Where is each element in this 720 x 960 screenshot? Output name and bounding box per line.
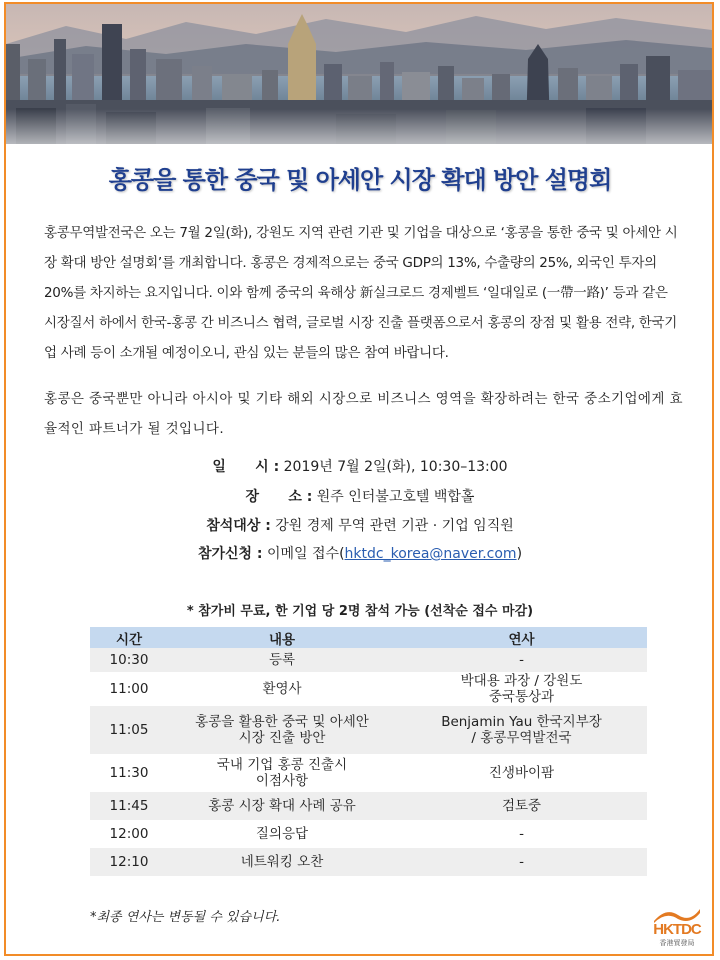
table-row [90,706,647,754]
apply-value: 이메일 접수 [266,546,340,562]
intro-paragraph: 홍콩무역발전국은 오는 7월 2일(화), 강원도 지역 관련 기관 및 기업을 대상으로 ‘홍콩을 통한 중국 및 아세안 시장 확대 방안 설명회’를 개최합니다. 홍콩은 경제적으로는 중국 GDP의 13%, 수출량의 25%, 외국인 투자의 20%를 차지하는 요지입니다. 이와 함께 중국의 육해상 新실크로드 경제벨트 ‘일대일로 (一帶一路)’ 등과 같은 시장질서 하에서 한국-홍콩 간 비즈니스 협력, 글로벌 시장 진출 플랫폼으로서 홍콩의 장점 및 활용 전략, 한국기업 사례 등이 소개될 예정이오니, 관심 있는 분들의 많은 참여 바랍니다. [44,225,678,361]
table-row [90,792,647,820]
row-speaker-line: 박대용 과장 / 강원도 [460,673,583,689]
row-content-line: 이점사항 [255,773,309,789]
header-content: 내용 [168,627,396,648]
table-row [90,754,647,792]
row-time: 11:45 [90,792,168,820]
row-speaker [396,848,647,876]
table-row [90,672,647,706]
table-row [90,820,647,848]
schedule-body [90,648,647,876]
row-time: 11:30 [90,754,168,792]
event-audience [0,515,720,535]
row-speaker-line: 중국통상과 [488,689,555,705]
date-value: 2019년 7월 2일(화), 10:30–13:00 [283,459,508,475]
row-speaker [396,672,647,706]
row-speaker [396,820,647,848]
row-time: 12:00 [90,820,168,848]
row-time: 10:30 [90,648,168,672]
row-content-line: 국내 기업 홍콩 진출시 [216,757,348,773]
row-content-line: 환영사 [262,681,302,697]
place-label: 장 소 : [245,489,313,505]
apply-label: 참가신청 : [197,546,263,562]
row-time: 12:10 [90,848,168,876]
row-content-line: 질의응답 [255,826,309,842]
row-content-line: 홍콩 시장 확대 사례 공유 [208,798,356,814]
row-speaker [396,792,647,820]
date-label: 일 시 : [212,459,280,475]
hktdc-logo [652,905,702,947]
intro-paragraph-2: 홍콩은 중국뿐만 아니라 아시아 및 기타 해외 시장으로 비즈니스 영역을 확장하려는 한국 중소기업에게 효율적인 파트너가 될 것입니다. [44,391,683,437]
page-title: 홍콩을 통한 중국 및 아세안 시장 확대 방안 설명회 [108,166,612,194]
participation-notice: * 참가비 무료, 한 기업 당 2명 참석 가능 (선착순 접수 마감) [186,604,534,619]
row-content-line: 네트워킹 오찬 [240,854,324,870]
row-content [168,648,396,672]
header-time: 시간 [90,627,168,648]
row-content [168,792,396,820]
row-speaker-line: - [519,854,524,870]
audience-label: 참석대상 : [206,518,271,534]
row-speaker [396,706,647,754]
row-speaker-line: - [519,826,524,842]
skyline-illustration [6,4,712,144]
row-content [168,820,396,848]
row-time: 11:05 [90,706,168,754]
footnote: *최종 연사는 변동될 수 있습니다. [90,910,281,925]
row-content-line: 등록 [268,652,296,668]
logo-mark: HKTDC [653,921,701,938]
audience-value: 강원 경제 무역 관련 기관 · 기업 임직원 [275,518,514,534]
row-speaker-line: Benjamin Yau 한국지부장 [441,714,602,730]
row-content-line: 홍콩을 활용한 중국 및 아세안 [195,714,369,730]
row-content [168,848,396,876]
header-speaker: 연사 [396,627,647,648]
table-row [90,848,647,876]
event-place [0,486,720,506]
row-content [168,754,396,792]
row-speaker-line: 진생바이팜 [488,765,555,781]
event-application: 참가신청 : 이메일 접수(hktdc_korea@naver.com) [197,546,523,562]
place-value: 원주 인터불고호텔 백합홀 [316,489,475,505]
row-time: 11:00 [90,672,168,706]
row-speaker-line: / 홍콩무역발전국 [471,730,572,746]
row-speaker-line: 검토중 [501,798,542,814]
row-content [168,706,396,754]
row-speaker [396,648,647,672]
table-header-row [90,627,647,648]
logo-subtitle: 香港貿發局 [659,939,695,947]
email-link[interactable]: hktdc_korea@naver.com [344,546,517,562]
row-content-line: 시장 진출 방안 [238,730,326,746]
row-content [168,672,396,706]
schedule-table [90,627,647,876]
row-speaker [396,754,647,792]
hong-kong-skyline-banner [6,4,712,144]
row-speaker-line: - [519,652,524,668]
event-date [0,456,720,476]
table-row [90,648,647,672]
